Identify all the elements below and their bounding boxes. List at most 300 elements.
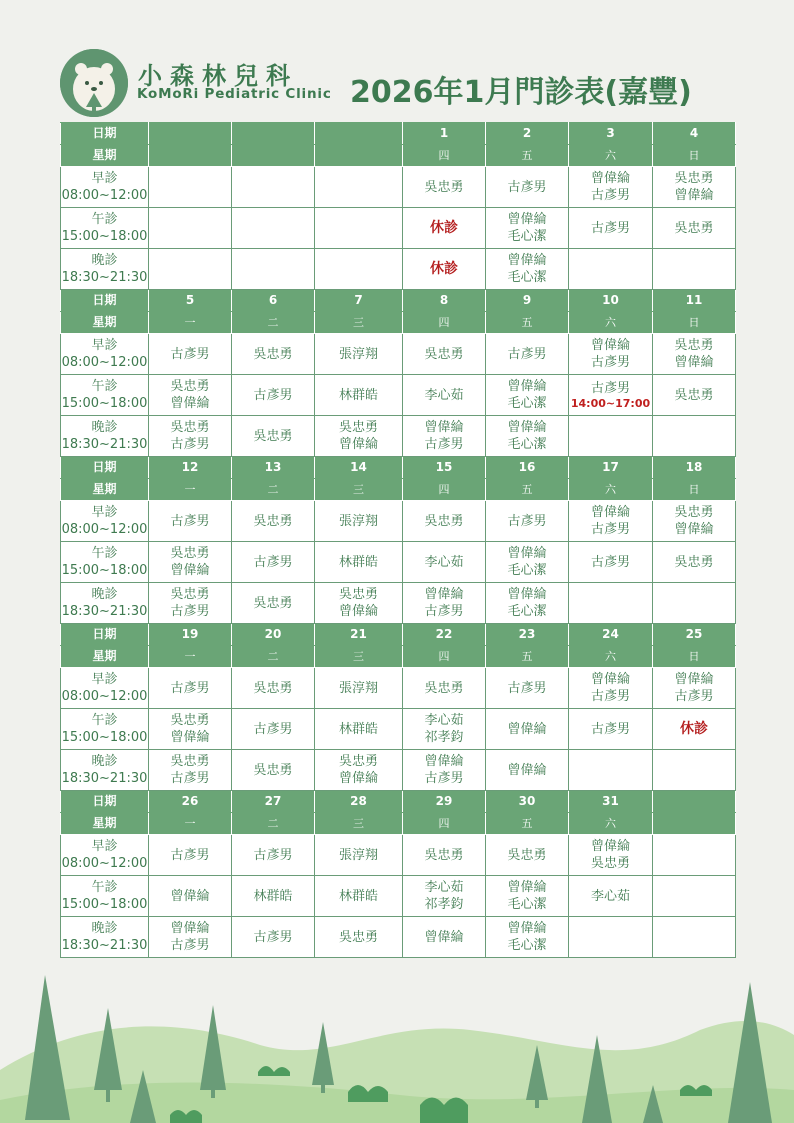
schedule-cell [149,167,232,208]
session-time: 18:30~21:30 [61,604,148,619]
doctor-name: 古彥男 [253,721,293,737]
schedule-cell [315,668,403,709]
date-header-row [61,123,736,145]
doctor-name: 李心茹 [424,554,464,570]
schedule-cell [403,917,486,958]
session-time: 15:00~18:00 [61,897,148,912]
date-cell: 21 [315,624,403,646]
closed-label: 休診 [430,260,458,277]
date-cell: 20 [232,624,315,646]
schedule-cell [653,542,736,583]
date-cell: 2 [486,123,569,145]
schedule-cell [486,709,569,750]
schedule-cell [149,334,232,375]
schedule-cell [149,375,232,416]
session-label [61,334,149,375]
weekday-cell: 六 [569,479,653,501]
session-label [61,835,149,876]
schedule-cell [486,583,569,624]
weekday-cell: 三 [315,479,403,501]
schedule-cell [315,416,403,457]
doctor-name: 曾偉綸 [507,546,547,561]
date-header-row [61,457,736,479]
doctor-name: 古彥男 [170,938,210,953]
morning-session-row [61,334,736,375]
date-cell: 26 [149,791,232,813]
doctor-name: 吳忠勇 [253,595,293,611]
doctor-name: 古彥男 [507,680,547,696]
doctor-name: 古彥男 [590,522,630,537]
doctor-name: 曾偉綸 [507,587,547,602]
session-name: 早診 [91,672,118,687]
weekday-cell [315,145,403,167]
schedule-cell [486,668,569,709]
session-label [61,501,149,542]
doctor-name: 李心茹 [424,387,464,403]
date-cell: 25 [653,624,736,646]
evening-session-row [61,583,736,624]
doctor-name: 曾偉綸 [170,921,210,936]
session-name: 晚診 [91,253,118,268]
schedule-cell [403,835,486,876]
date-cell [232,123,315,145]
schedule-cell [653,835,736,876]
weekday-cell: 四 [403,646,486,668]
doctor-name: 曾偉綸 [590,171,630,186]
schedule-cell [403,375,486,416]
schedule-cell [232,167,315,208]
schedule-cell [232,583,315,624]
doctor-name: 曾偉綸 [424,929,464,945]
doctor-name: 毛心潔 [507,270,547,285]
weekday-cell: 三 [315,813,403,835]
date-header-row [61,791,736,813]
weekday-cell [149,145,232,167]
session-time: 18:30~21:30 [61,771,148,786]
schedule-cell [569,167,653,208]
schedule-cell [232,917,315,958]
date-cell: 9 [486,290,569,312]
doctor-name: 吳忠勇 [424,179,464,195]
date-header-row [61,290,736,312]
evening-session-row [61,750,736,791]
special-hours-note: 14:00~17:00 [570,396,651,410]
session-name: 午診 [91,880,118,895]
schedule-cell [403,501,486,542]
doctor-name: 曾偉綸 [674,188,714,203]
bear-logo-icon [60,49,128,117]
date-cell: 6 [232,290,315,312]
morning-session-row [61,501,736,542]
doctor-name: 毛心潔 [507,563,547,578]
session-time: 18:30~21:30 [61,938,148,953]
weekday-cell: 四 [403,312,486,334]
doctor-name: 吳忠勇 [170,587,210,602]
weekday-cell: 一 [149,646,232,668]
weekday-cell: 四 [403,813,486,835]
doctor-name: 曾偉綸 [170,396,210,411]
doctor-name: 古彥男 [170,771,210,786]
doctor-name: 曾偉綸 [590,338,630,353]
doctor-name: 曾偉綸 [507,212,547,227]
schedule-cell [403,416,486,457]
doctor-name: 曾偉綸 [507,721,547,737]
doctor-name: 李心茹 [424,713,464,728]
weekday-label: 星期 [61,312,149,334]
session-time: 15:00~18:00 [61,730,148,745]
schedule-cell [315,208,403,249]
schedule-cell [569,917,653,958]
doctor-name: 吳忠勇 [170,546,210,561]
weekday-cell: 五 [486,646,569,668]
schedule-cell [569,876,653,917]
doctor-name: 古彥男 [507,346,547,362]
schedule-cell [486,334,569,375]
weekday-cell: 三 [315,312,403,334]
doctor-name: 吳忠勇 [424,680,464,696]
schedule-cell [403,208,486,249]
weekday-cell: 五 [486,145,569,167]
doctor-name: 古彥男 [590,188,630,203]
schedule-cell [486,501,569,542]
doctor-name: 張淳翔 [338,680,378,696]
schedule-cell [403,876,486,917]
weekday-cell: 二 [232,479,315,501]
schedule-cell [486,876,569,917]
session-time: 15:00~18:00 [61,229,148,244]
doctor-name: 古彥男 [253,387,293,403]
doctor-name: 曾偉綸 [170,563,210,578]
schedule-cell [569,208,653,249]
doctor-name: 古彥男 [253,847,293,863]
schedule-cell [315,876,403,917]
schedule-cell [403,167,486,208]
doctor-name: 吳忠勇 [424,513,464,529]
schedule-cell [569,709,653,750]
session-label [61,750,149,791]
session-name: 晚診 [91,754,118,769]
weekday-label: 星期 [61,479,149,501]
doctor-name: 古彥男 [170,680,210,696]
schedule-cell [315,167,403,208]
schedule-cell [569,249,653,290]
doctor-name: 古彥男 [590,554,630,570]
session-name: 早診 [91,171,118,186]
afternoon-session-row [61,208,736,249]
weekday-cell: 五 [486,312,569,334]
doctor-name: 吳忠勇 [674,338,714,353]
session-time: 08:00~12:00 [61,689,148,704]
doctor-name: 古彥男 [590,721,630,737]
doctor-name: 曾偉綸 [590,672,630,687]
doctor-name: 吳忠勇 [170,420,210,435]
closed-label: 休診 [430,219,458,236]
schedule-cell [653,668,736,709]
schedule-cell [149,208,232,249]
schedule-cell [149,501,232,542]
session-name: 午診 [91,713,118,728]
doctor-name: 毛心潔 [507,437,547,452]
date-cell: 4 [653,123,736,145]
clinic-name-en: KoMoRi Pediatric Clinic [137,86,332,102]
morning-session-row [61,167,736,208]
session-name: 晚診 [91,587,118,602]
session-label [61,208,149,249]
schedule-table [60,122,736,958]
date-cell: 22 [403,624,486,646]
schedule-cell [486,375,569,416]
date-cell: 27 [232,791,315,813]
doctor-name: 吳忠勇 [253,346,293,362]
weekday-cell: 五 [486,479,569,501]
doctor-name: 毛心潔 [507,229,547,244]
weekday-header-row [61,813,736,835]
schedule-cell [149,835,232,876]
schedule-cell [149,668,232,709]
weekday-cell: 六 [569,145,653,167]
session-time: 15:00~18:00 [61,396,148,411]
page-title: 2026年1月門診表(嘉豐) [350,75,692,110]
weekday-header-row [61,312,736,334]
doctor-name: 曾偉綸 [674,522,714,537]
doctor-name: 古彥男 [590,355,630,370]
doctor-name: 古彥男 [590,689,630,704]
session-name: 午診 [91,546,118,561]
weekday-cell [232,145,315,167]
schedule-cell [653,416,736,457]
session-name: 早診 [91,839,118,854]
doctor-name: 曾偉綸 [338,604,378,619]
schedule-cell [569,583,653,624]
doctor-name: 古彥男 [170,604,210,619]
doctor-name: 吳忠勇 [424,847,464,863]
doctor-name: 古彥男 [674,689,714,704]
doctor-name: 吳忠勇 [674,220,714,236]
schedule-cell [486,249,569,290]
session-label [61,416,149,457]
weekday-cell: 五 [486,813,569,835]
session-label [61,876,149,917]
doctor-name: 吳忠勇 [253,680,293,696]
schedule-cell [486,835,569,876]
weekday-label: 星期 [61,813,149,835]
weekday-cell: 三 [315,646,403,668]
schedule-cell [403,668,486,709]
session-time: 18:30~21:30 [61,270,148,285]
schedule-cell [232,876,315,917]
clinic-name-cn: 小森林兒科 [138,62,298,90]
weekday-header-row [61,145,736,167]
morning-session-row [61,668,736,709]
date-cell: 5 [149,290,232,312]
weekday-cell: 二 [232,646,315,668]
doctor-name: 古彥男 [170,513,210,529]
doctor-name: 林群皓 [338,721,378,737]
schedule-cell [653,709,736,750]
schedule-cell [149,750,232,791]
date-label: 日期 [61,791,149,813]
doctor-name: 毛心潔 [507,897,547,912]
afternoon-session-row [61,375,736,416]
weekday-cell: 日 [653,646,736,668]
weekday-cell: 六 [569,312,653,334]
schedule-cell [653,750,736,791]
doctor-name: 吳忠勇 [338,754,378,769]
doctor-name: 毛心潔 [507,604,547,619]
doctor-name: 曾偉綸 [170,888,210,904]
doctor-name: 林群皓 [338,554,378,570]
schedule-cell [232,835,315,876]
doctor-name: 毛心潔 [507,396,547,411]
date-label: 日期 [61,290,149,312]
schedule-cell [403,542,486,583]
weekday-cell: 四 [403,145,486,167]
doctor-name: 吳忠勇 [674,171,714,186]
weekday-cell: 一 [149,479,232,501]
doctor-name: 古彥男 [170,437,210,452]
doctor-name: 林群皓 [338,387,378,403]
doctor-name: 吳忠勇 [507,847,547,863]
date-label: 日期 [61,624,149,646]
doctor-name: 古彥男 [424,604,464,619]
doctor-name: 曾偉綸 [338,437,378,452]
doctor-name: 張淳翔 [338,513,378,529]
schedule-cell [569,750,653,791]
date-cell: 19 [149,624,232,646]
schedule-cell [149,249,232,290]
schedule-cell [569,334,653,375]
date-cell: 29 [403,791,486,813]
doctor-name: 張淳翔 [338,847,378,863]
clinic-logo [60,49,128,117]
schedule-cell [569,542,653,583]
schedule-cell [149,917,232,958]
weekday-cell: 日 [653,145,736,167]
doctor-name: 吳忠勇 [253,513,293,529]
date-label: 日期 [61,123,149,145]
date-cell: 23 [486,624,569,646]
date-cell: 24 [569,624,653,646]
session-name: 晚診 [91,420,118,435]
session-label [61,583,149,624]
weekday-header-row [61,646,736,668]
schedule-cell [403,750,486,791]
schedule-cell [232,750,315,791]
session-label [61,542,149,583]
schedule-cell [232,668,315,709]
forest-illustration [0,960,794,1123]
doctor-name: 古彥男 [424,437,464,452]
session-name: 早診 [91,338,118,353]
doctor-name: 吳忠勇 [424,346,464,362]
doctor-name: 曾偉綸 [424,587,464,602]
doctor-name: 古彥男 [507,513,547,529]
schedule-cell [653,208,736,249]
doctor-name: 古彥男 [590,380,630,396]
schedule-cell [569,501,653,542]
schedule-cell [403,334,486,375]
date-cell: 18 [653,457,736,479]
schedule-cell [403,583,486,624]
doctor-name: 曾偉綸 [338,771,378,786]
weekday-cell: 二 [232,813,315,835]
doctor-name: 古彥男 [424,771,464,786]
schedule-cell [486,542,569,583]
doctor-name: 吳忠勇 [170,754,210,769]
date-cell: 14 [315,457,403,479]
schedule-cell [569,375,653,416]
date-cell [315,123,403,145]
session-time: 08:00~12:00 [61,856,148,871]
weekday-label: 星期 [61,646,149,668]
date-cell: 1 [403,123,486,145]
doctor-name: 曾偉綸 [507,880,547,895]
schedule-cell [569,668,653,709]
schedule-cell [653,501,736,542]
date-cell [149,123,232,145]
doctor-name: 毛心潔 [507,938,547,953]
schedule-cell [653,917,736,958]
date-cell: 30 [486,791,569,813]
date-cell: 3 [569,123,653,145]
doctor-name: 曾偉綸 [674,672,714,687]
date-cell: 11 [653,290,736,312]
schedule-cell [315,709,403,750]
schedule-cell [403,709,486,750]
session-name: 晚診 [91,921,118,936]
schedule-cell [149,876,232,917]
evening-session-row [61,917,736,958]
afternoon-session-row [61,876,736,917]
schedule-cell [315,249,403,290]
doctor-name: 古彥男 [170,346,210,362]
closed-label: 休診 [680,720,708,737]
morning-session-row [61,835,736,876]
schedule-cell [232,501,315,542]
evening-session-row [61,416,736,457]
schedule-cell [232,208,315,249]
session-label [61,249,149,290]
doctor-name: 吳忠勇 [170,379,210,394]
doctor-name: 曾偉綸 [507,253,547,268]
doctor-name: 曾偉綸 [424,754,464,769]
schedule-cell [486,208,569,249]
doctor-name: 古彥男 [170,847,210,863]
date-cell: 15 [403,457,486,479]
doctor-name: 古彥男 [253,929,293,945]
weekday-header-row [61,479,736,501]
schedule-cell [486,167,569,208]
weekday-cell: 四 [403,479,486,501]
session-label [61,917,149,958]
doctor-name: 曾偉綸 [507,420,547,435]
schedule-cell [149,709,232,750]
schedule-cell [486,750,569,791]
schedule-cell [653,876,736,917]
schedule-cell [149,542,232,583]
doctor-name: 吳忠勇 [338,420,378,435]
doctor-name: 古彥男 [590,220,630,236]
weekday-cell: 六 [569,813,653,835]
session-time: 15:00~18:00 [61,563,148,578]
schedule-cell [232,375,315,416]
date-cell: 12 [149,457,232,479]
schedule-cell [315,750,403,791]
doctor-name: 林群皓 [253,888,293,904]
doctor-name: 祁孝鈞 [424,897,464,912]
date-header-row [61,624,736,646]
weekday-cell: 日 [653,479,736,501]
